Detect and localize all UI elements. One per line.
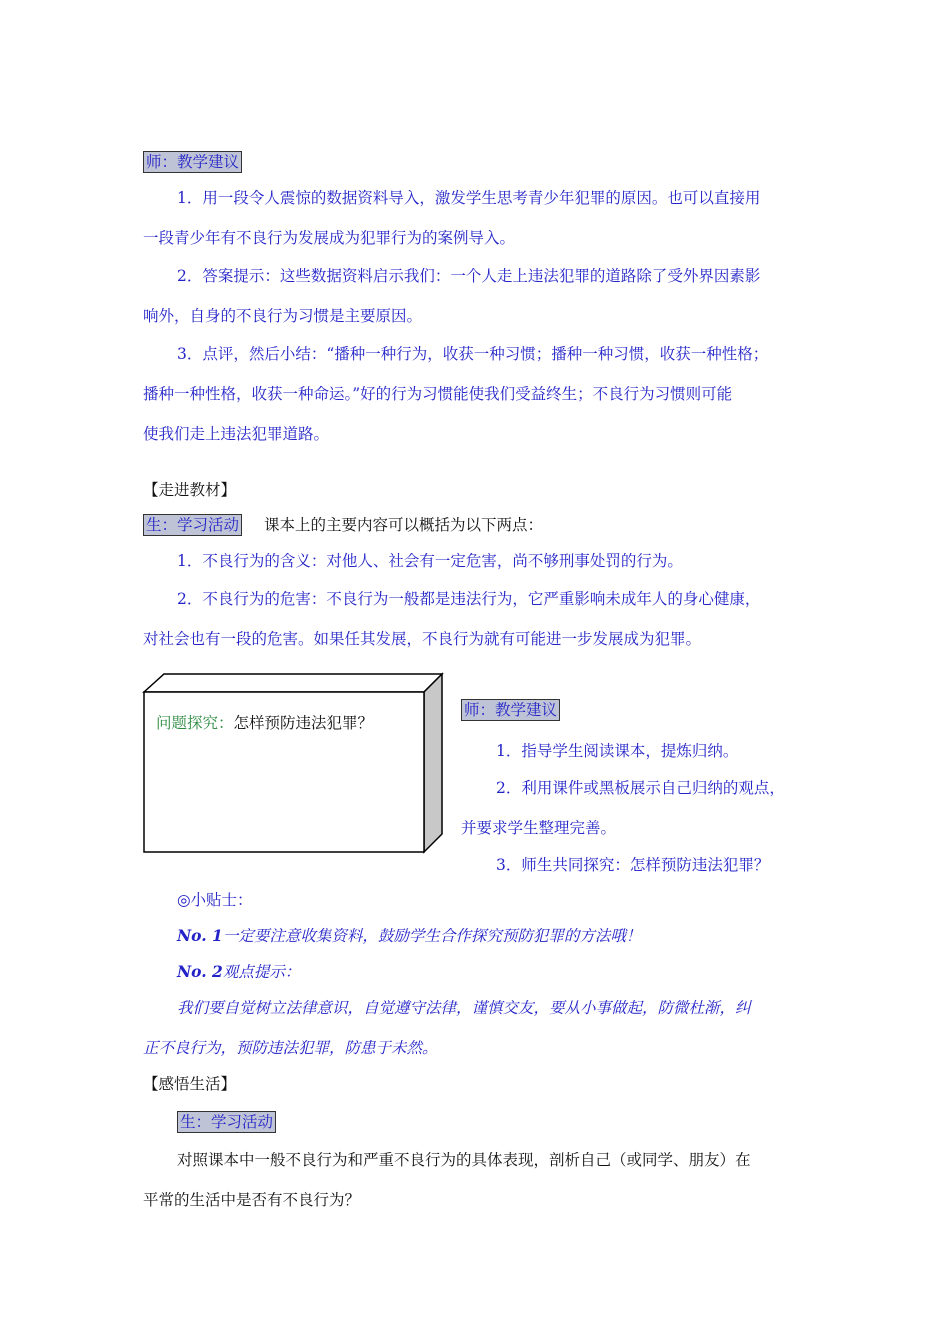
- student-activity-tag: 生：学习活动: [143, 514, 242, 536]
- paragraph-line: 平常的生活中是否有不良行为？: [143, 1191, 361, 1209]
- section-heading: 【走进教材】: [143, 481, 237, 499]
- tip-1-label: No. 1: [177, 926, 223, 945]
- paragraph-line: 响外，自身的不良行为习惯是主要原因。: [143, 307, 423, 325]
- tip-1: [177, 926, 641, 946]
- paragraph-line: 对社会也有一段的危害。如果任其发展，不良行为就有可能进一步发展成为犯罪。: [143, 630, 702, 648]
- tips-heading: ◎小贴士：: [177, 891, 253, 909]
- paragraph-line: 播种一种性格，收获一种命运。”好的行为习惯能使我们受益终生；不良行为习惯则可能: [143, 385, 733, 403]
- paragraph-line: 1．用一段令人震惊的数据资料导入，激发学生思考青少年犯罪的原因。也可以直接用: [177, 189, 761, 207]
- paragraph-line: 1．指导学生阅读课本，提炼归纳。: [496, 742, 739, 760]
- tip-2: [177, 962, 300, 982]
- question-body: 怎样预防违法犯罪？: [233, 714, 374, 732]
- intro-text: 课本上的主要内容可以概括为以下两点：: [264, 516, 544, 534]
- teacher-suggestion-tag: 师：教学建议: [461, 699, 560, 721]
- tip-2-label: No. 2: [177, 962, 223, 981]
- tip-2-text: 观点提示：: [222, 963, 301, 981]
- paragraph-line: 并要求学生整理完善。: [461, 819, 617, 837]
- tip-paragraph-line: 我们要自觉树立法律意识，自觉遵守法律，谨慎交友，要从小事做起，防微杜渐，纠: [177, 999, 751, 1017]
- student-activity-tag: 生：学习活动: [177, 1111, 276, 1133]
- paragraph-line: 对照课本中一般不良行为和严重不良行为的具体表现，剖析自己（或同学、朋友）在: [177, 1151, 751, 1169]
- teacher-suggestion-tag: 师：教学建议: [143, 151, 242, 173]
- tip-paragraph-line: 正不良行为，预防违法犯罪，防患于未然。: [143, 1039, 438, 1057]
- paragraph-line: 一段青少年有不良行为发展成为犯罪行为的案例导入。: [143, 229, 516, 247]
- paragraph-line: 2．答案提示：这些数据资料启示我们：一个人走上违法犯罪的道路除了受外界因素影: [177, 267, 761, 285]
- paragraph-line: 使我们走上违法犯罪道路。: [143, 425, 330, 443]
- tip-1-text: 一定要注意收集资料，鼓励学生合作探究预防犯罪的方法哦！: [222, 927, 642, 945]
- section-heading: 【感悟生活】: [143, 1075, 237, 1093]
- paragraph-line: 2．不良行为的危害：不良行为一般都是违法行为，它严重影响未成年人的身心健康，: [177, 590, 761, 608]
- paragraph-line: 2．利用课件或黑板展示自己归纳的观点，: [496, 779, 785, 797]
- paragraph-line: 1．不良行为的含义：对他人、社会有一定危害，尚不够刑事处罚的行为。: [177, 552, 683, 570]
- question-box: [140, 670, 450, 860]
- paragraph-line: 3．师生共同探究：怎样预防违法犯罪？: [496, 856, 770, 874]
- question-text: [156, 713, 373, 733]
- question-label: 问题探究：: [156, 714, 234, 732]
- paragraph-line: 3．点评，然后小结：“播种一种行为，收获一种习惯；播种一种习惯，收获一种性格；: [177, 345, 769, 363]
